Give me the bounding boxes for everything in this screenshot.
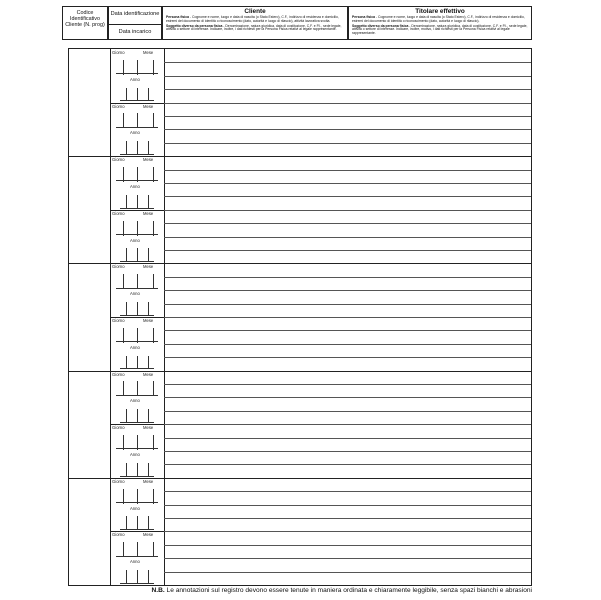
titolare-sd-text: - Denominazione, natura giuridica, data di costituzione, C.F. e P.I., sede legale, attività o settore di interesse. Indicare, inoltre, motivo, i dati richiesti per la Persona Fisica relativi al legale rappresentante. [352, 23, 528, 36]
ruled-line [164, 196, 531, 197]
month-label: Mese [143, 264, 154, 270]
month-label: Mese [143, 103, 154, 109]
date-baseline [116, 234, 158, 235]
cliente-sd-text: - Denominazione, natura giuridica, data di costituzione, C.F. e P.I., sede legale, attività o settore di interesse. Indicare, inoltre, i dati richiesti per la Persona Fisica relativi al legale rappresentante. [166, 23, 342, 32]
year-tick [126, 88, 127, 101]
ruled-line [164, 344, 531, 345]
year-baseline [120, 529, 154, 530]
date-assignment-field[interactable] [110, 531, 164, 585]
year-tick [126, 516, 127, 529]
month-label: Mese [143, 532, 154, 538]
year-tick [148, 570, 149, 583]
date-assignment-field[interactable] [110, 317, 164, 371]
ruled-line [164, 223, 531, 224]
year-tick [137, 356, 138, 369]
details-cell[interactable] [164, 263, 531, 370]
year-label: Anno [130, 452, 140, 458]
year-baseline [120, 368, 154, 369]
ruled-line [164, 518, 531, 519]
year-label: Anno [130, 505, 140, 511]
ruled-line [164, 438, 531, 439]
client-code-cell[interactable] [69, 371, 111, 478]
ruled-line [164, 89, 531, 90]
day-label: Giorno [112, 317, 125, 323]
year-tick [137, 88, 138, 101]
date-baseline [116, 180, 158, 181]
year-label: Anno [130, 344, 140, 350]
month-label: Mese [143, 425, 154, 431]
ruled-line [164, 531, 531, 532]
details-cell[interactable] [164, 478, 531, 585]
ruled-line [164, 170, 531, 171]
ruled-line [164, 116, 531, 117]
ruled-line [164, 397, 531, 398]
client-code-cell[interactable] [69, 263, 111, 370]
date-identification-field[interactable] [110, 156, 164, 211]
year-baseline [120, 583, 154, 584]
year-tick [148, 463, 149, 476]
titolare-header [348, 6, 532, 40]
year-tick [126, 409, 127, 422]
date-cell [110, 263, 165, 370]
date-cell [110, 478, 165, 585]
year-tick [126, 356, 127, 369]
register-row [69, 263, 531, 371]
day-label: Giorno [112, 210, 125, 216]
register-row [69, 478, 531, 585]
date-baseline [116, 556, 158, 557]
year-tick [137, 248, 138, 261]
date-baseline [116, 448, 158, 449]
footer-nb: N.B. [151, 587, 165, 594]
register-row [69, 156, 531, 264]
date-cell [110, 49, 165, 156]
day-label: Giorno [112, 103, 125, 109]
year-tick [137, 463, 138, 476]
day-label: Giorno [112, 264, 125, 270]
register-row [69, 49, 531, 157]
month-label: Mese [143, 50, 154, 55]
year-baseline [120, 154, 154, 155]
month-label: Mese [143, 157, 154, 163]
month-label: Mese [143, 478, 154, 484]
date-assignment-field[interactable] [110, 424, 164, 478]
year-tick [148, 248, 149, 261]
ruled-line [164, 183, 531, 184]
cliente-pf-desc [166, 16, 344, 24]
month-label: Mese [143, 210, 154, 216]
month-label: Mese [143, 317, 154, 323]
year-tick [148, 88, 149, 101]
ruled-line [164, 424, 531, 425]
ruled-line [164, 237, 531, 238]
cliente-pf-label: Persona fisica [166, 15, 189, 19]
ruled-line [164, 317, 531, 318]
year-label: Anno [130, 184, 140, 190]
date-cell [110, 156, 165, 263]
year-baseline [120, 315, 154, 316]
date-cell [110, 371, 165, 478]
year-tick [137, 195, 138, 208]
date-identification-field[interactable] [110, 371, 164, 426]
day-label: Giorno [112, 371, 125, 377]
year-label: Anno [130, 237, 140, 243]
year-tick [126, 570, 127, 583]
ruled-line [164, 411, 531, 412]
year-tick [137, 302, 138, 315]
year-label: Anno [130, 398, 140, 404]
year-tick [126, 195, 127, 208]
ruled-line [164, 505, 531, 506]
ruled-line [164, 290, 531, 291]
year-tick [137, 141, 138, 154]
ruled-line [164, 277, 531, 278]
year-tick [148, 302, 149, 315]
year-baseline [120, 476, 154, 477]
titolare-sd-desc [352, 25, 528, 36]
year-tick [137, 409, 138, 422]
day-label: Giorno [112, 532, 125, 538]
ruled-line [164, 451, 531, 452]
date-identification-field[interactable] [110, 478, 164, 533]
cliente-header [162, 6, 348, 40]
client-code-cell[interactable] [69, 478, 111, 585]
ruled-line [164, 143, 531, 144]
ruled-line [164, 572, 531, 573]
titolare-sd-label: Soggetto diverso da persona fisica [352, 23, 409, 28]
year-baseline [120, 422, 154, 423]
year-label: Anno [130, 291, 140, 297]
cliente-title: Cliente [244, 8, 266, 15]
year-tick [126, 463, 127, 476]
ruled-line [164, 384, 531, 385]
ruled-line [164, 558, 531, 559]
footer-note [60, 587, 532, 594]
details-cell[interactable] [164, 49, 531, 156]
ruled-line [164, 62, 531, 63]
titolare-pf-desc [352, 16, 528, 24]
date-baseline [116, 73, 158, 74]
year-label: Anno [130, 130, 140, 136]
ruled-line [164, 210, 531, 211]
year-label: Anno [130, 76, 140, 82]
year-tick [148, 516, 149, 529]
year-tick [126, 302, 127, 315]
ruled-line [164, 464, 531, 465]
client-code-label: Codice Identificativo Cliente (N. prog) [65, 10, 105, 28]
titolare-pf-text: - Cognome e nome, luogo e data di nascita (o Stato Estero), C.F., indirizzo di residenza e domicilio, estremi del documento di identità o riconoscimento (dato, autorità e luogo di rilascio). [352, 15, 525, 23]
year-label: Anno [130, 559, 140, 565]
ruled-line [164, 129, 531, 130]
date-baseline [116, 502, 158, 503]
ruled-line [164, 304, 531, 305]
year-tick [148, 141, 149, 154]
year-tick [148, 356, 149, 369]
ruled-line [164, 491, 531, 492]
dates-header [108, 6, 162, 40]
ruled-line [164, 103, 531, 104]
client-code-cell[interactable] [69, 49, 111, 156]
day-label: Giorno [112, 50, 125, 55]
date-identification-field[interactable] [110, 263, 164, 318]
year-tick [137, 516, 138, 529]
date-identification-label: Data identificazione [109, 7, 161, 25]
date-identification-field[interactable] [110, 49, 164, 104]
day-label: Giorno [112, 157, 125, 163]
year-tick [148, 195, 149, 208]
date-baseline [116, 341, 158, 342]
month-label: Mese [143, 371, 154, 377]
client-code-header [62, 6, 108, 40]
footer-text: Le annotazioni sul registro devono essere tenute in maniera ordinata e chiaramente leggibile, senza spazi bianchi e abrasioni [164, 587, 532, 594]
cliente-sd-label: Soggetto diverso da persona fisica [166, 23, 223, 28]
cliente-pf-text: - Cognome e nome, luogo e data di nascita (o Stato Estero), C.F., indirizzo di residenza e domicilio, estremi del documento di identità o riconoscimento (dato, autorità e luogo di rilascio), attività lavorativa svolta. [166, 15, 339, 23]
titolare-pf-label: Persona fisica [352, 15, 375, 19]
year-tick [137, 570, 138, 583]
cliente-sd-desc [166, 25, 344, 33]
register-row [69, 371, 531, 479]
date-baseline [116, 127, 158, 128]
year-baseline [120, 100, 154, 101]
year-baseline [120, 208, 154, 209]
day-label: Giorno [112, 478, 125, 484]
details-cell[interactable] [164, 371, 531, 478]
ruled-line [164, 545, 531, 546]
ruled-line [164, 357, 531, 358]
date-assignment-field[interactable] [110, 210, 164, 264]
date-assignment-label: Data incarico [118, 29, 152, 35]
register-table [68, 48, 532, 586]
titolare-title: Titolare effettivo [415, 8, 465, 15]
date-baseline [116, 395, 158, 396]
date-baseline [116, 288, 158, 289]
ruled-line [164, 330, 531, 331]
year-tick [126, 141, 127, 154]
year-tick [126, 248, 127, 261]
date-assignment-field[interactable] [110, 103, 164, 157]
ruled-line [164, 250, 531, 251]
day-label: Giorno [112, 425, 125, 431]
ruled-line [164, 76, 531, 77]
year-baseline [120, 261, 154, 262]
client-code-cell[interactable] [69, 156, 111, 263]
details-cell[interactable] [164, 156, 531, 263]
year-tick [148, 409, 149, 422]
